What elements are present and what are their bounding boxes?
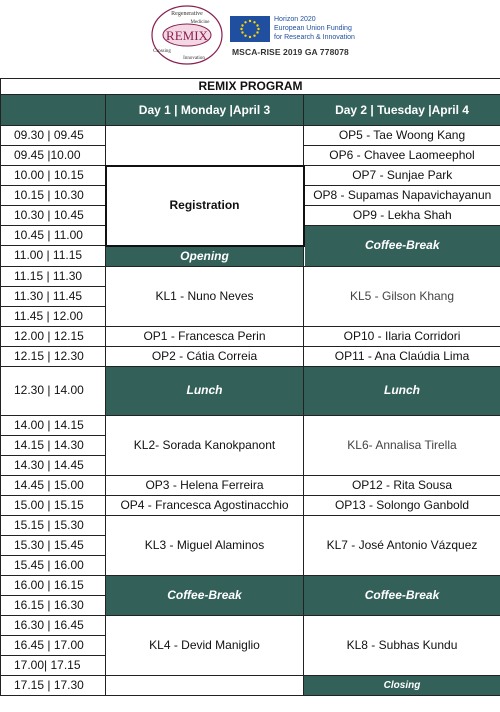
session-op6: OP6 - Chavee Laomeephol	[304, 146, 500, 166]
session-kl6: KL6- Annalisa Tirella	[304, 415, 500, 475]
eu-flag-icon	[230, 16, 270, 42]
time-slot: 12.15 | 12.30	[1, 346, 106, 366]
time-slot: 17.00| 17.15	[1, 655, 106, 675]
time-slot: 09.45 |10.00	[1, 146, 106, 166]
time-slot: 10.15 | 10.30	[1, 186, 106, 206]
time-slot: 14.15 | 14.30	[1, 435, 106, 455]
time-slot: 16.45 | 17.00	[1, 635, 106, 655]
session-op7: OP7 - Sunjae Park	[304, 166, 500, 186]
time-slot: 12.00 | 12.15	[1, 326, 106, 346]
session-registration: Registration	[106, 166, 304, 246]
time-slot: 10.00 | 10.15	[1, 166, 106, 186]
day1-header: Day 1 | Monday |April 3	[106, 95, 304, 126]
session-kl2: KL2- Sorada Kanokpanont	[106, 415, 304, 475]
session-op11: OP11 - Ana Claúdia Lima	[304, 346, 500, 366]
time-slot: 15.45 | 16.00	[1, 555, 106, 575]
session-coffee-break-day1: Coffee-Break	[106, 575, 304, 615]
time-slot: 15.00 | 15.15	[1, 495, 106, 515]
session-kl5: KL5 - Gilson Khang	[304, 266, 500, 326]
header	[0, 0, 500, 78]
session-coffee-break-2: Coffee-Break	[304, 575, 500, 615]
session-op8: OP8 - Supamas Napavichayanun	[304, 186, 500, 206]
session-op1: OP1 - Francesca Perin	[106, 326, 304, 346]
session-op5: OP5 - Tae Woong Kang	[304, 126, 500, 146]
session-op2: OP2 - Cátia Correia	[106, 346, 304, 366]
time-slot: 14.45 | 15.00	[1, 475, 106, 495]
session-kl4: KL4 - Devid Maniglio	[106, 615, 304, 675]
session-opening: Opening	[106, 246, 304, 267]
session-op4: OP4 - Francesca Agostinacchio	[106, 495, 304, 515]
svg-text:Medicine: Medicine	[190, 20, 210, 25]
session-lunch-day2: Lunch	[304, 366, 500, 415]
session-coffee-break-1: Coffee-Break	[304, 226, 500, 267]
session-kl3: KL3 - Miguel Alaminos	[106, 515, 304, 575]
eu-funding-text: Horizon 2020 European Union Funding for Research & Innovation	[274, 16, 355, 41]
time-slot: 12.30 | 14.00	[1, 366, 106, 415]
session-kl1: KL1 - Nuno Neves	[106, 266, 304, 326]
program-title: REMIX PROGRAM	[1, 79, 500, 95]
remix-logo	[150, 4, 224, 66]
time-slot: 14.30 | 14.45	[1, 455, 106, 475]
time-slot: 11.30 | 11.45	[1, 286, 106, 306]
time-slot: 17.15 | 17.30	[1, 675, 106, 695]
svg-text:Regenerative: Regenerative	[171, 11, 203, 17]
time-slot: 15.15 | 15.30	[1, 515, 106, 535]
day2-header: Day 2 | Tuesday |April 4	[304, 95, 500, 126]
session-op10: OP10 - Ilaria Corridori	[304, 326, 500, 346]
session-op3: OP3 - Helena Ferreira	[106, 475, 304, 495]
session-lunch-day1: Lunch	[106, 366, 304, 415]
time-slot: 11.45 | 12.00	[1, 306, 106, 326]
time-slot: 16.15 | 16.30	[1, 595, 106, 615]
time-slot: 15.30 | 15.45	[1, 535, 106, 555]
session-op9: OP9 - Lekha Shah	[304, 206, 500, 226]
time-slot: 11.15 | 11.30	[1, 266, 106, 286]
session-closing: Closing	[304, 675, 500, 695]
time-slot: 11.00 | 11.15	[1, 246, 106, 267]
program-table	[0, 78, 500, 696]
session-op12: OP12 - Rita Sousa	[304, 475, 500, 495]
time-slot: 16.30 | 16.45	[1, 615, 106, 635]
time-slot: 16.00 | 16.15	[1, 575, 106, 595]
svg-text:Crossing: Crossing	[153, 49, 171, 54]
time-slot: 10.45 | 11.00	[1, 226, 106, 246]
remix-logo-text: REMIX	[166, 28, 208, 43]
time-slot: 09.30 | 09.45	[1, 126, 106, 146]
session-kl8: KL8 - Subhas Kundu	[304, 615, 500, 675]
session-kl7: KL7 - José Antonio Vázquez	[304, 515, 500, 575]
session-op13: OP13 - Solongo Ganbold	[304, 495, 500, 515]
svg-text:Innovation: Innovation	[183, 56, 205, 61]
time-slot: 10.30 | 10.45	[1, 206, 106, 226]
msca-grant: MSCA-RISE 2019 GA 778078	[232, 47, 349, 57]
time-slot: 14.00 | 14.15	[1, 415, 106, 435]
